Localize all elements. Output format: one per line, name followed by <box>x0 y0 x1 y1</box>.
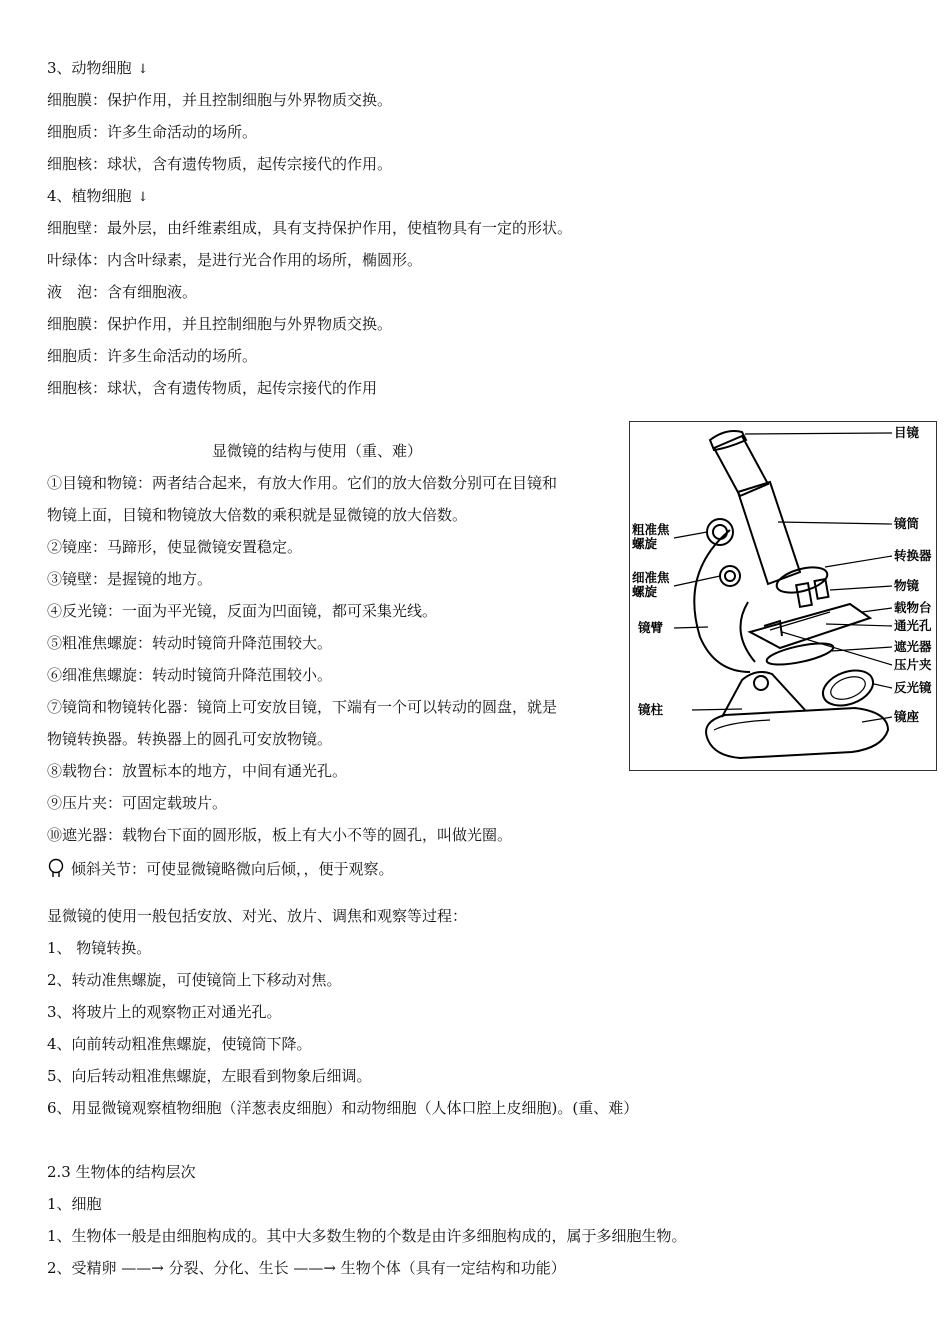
levels-subheading: 1、细胞 <box>47 1195 102 1213</box>
usage-step: 4、向前转动粗准焦螺旋，使镜筒下降。 <box>47 1035 312 1053</box>
text-line: ③镜壁：是握镜的地方。 <box>47 570 213 588</box>
text-line: 细胞膜：保护作用，并且控制细胞与外界物质交换。 <box>47 91 393 109</box>
label-fine-focus: 细准焦 <box>632 570 670 585</box>
down-arrow-icon: ↓ <box>137 190 149 205</box>
usage-step: 6、用显微镜观察植物细胞（洋葱表皮细胞）和动物细胞（人体口腔上皮细胞)。(重、难） <box>47 1099 639 1117</box>
text-line: ⑩遮光器：载物台下面的圆形版，板上有大小不等的圆孔，叫做光圈。 <box>47 826 513 844</box>
usage-step: 3、将玻片上的观察物正对通光孔。 <box>47 1003 282 1021</box>
label-eyepiece: 目镜 <box>894 425 920 440</box>
label-mirror: 反光镜 <box>894 680 932 695</box>
text-line: ⑨压片夹：可固定载玻片。 <box>47 794 228 812</box>
label-stage: 载物台 <box>894 600 932 615</box>
label-fine-focus-2: 螺旋 <box>632 584 658 599</box>
text-line: 1、生物体一般是由细胞构成的。其中大多数生物的个数是由许多细胞构成的，属于多细胞生物。 <box>47 1227 687 1245</box>
text-line: 物镜转换器。转换器上的圆孔可安放物镜。 <box>47 730 333 748</box>
text-line: 物镜上面，目镜和物镜放大倍数的乘积就是显微镜的放大倍数。 <box>47 506 468 524</box>
label-coarse-focus-2: 螺旋 <box>632 536 658 551</box>
levels-heading: 2.3 生物体的结构层次 <box>47 1163 196 1181</box>
label-tube: 镜筒 <box>894 516 920 531</box>
label-nosepiece: 转换器 <box>894 548 932 563</box>
text-line: 液 泡：含有细胞液。 <box>47 283 198 301</box>
microscope-diagram <box>629 421 937 771</box>
label-diaphragm: 遮光器 <box>894 639 932 654</box>
microscope-section-title: 显微镜的结构与使用（重、难） <box>212 442 423 460</box>
label-objective: 物镜 <box>894 578 920 593</box>
text-line: ①目镜和物镜：两者结合起来，有放大作用。它们的放大倍数分别可在目镜和 <box>47 474 558 492</box>
plant-cell-heading: 4、植物细胞 ↓ <box>47 187 149 205</box>
text-line: ④反光镜：一面为平光镜，反面为凹面镜，都可采集光线。 <box>47 602 438 620</box>
text-line: 细胞核：球状，含有遗传物质，起传宗接代的作用。 <box>47 155 393 173</box>
label-aperture: 通光孔 <box>894 618 932 633</box>
text-line: ⑦镜筒和物镜转化器：镜筒上可安放目镜，下端有一个可以转动的圆盘，就是 <box>47 698 558 716</box>
text-line: ⑧载物台：放置标本的地方，中间有通光孔。 <box>47 762 348 780</box>
label-arm: 镜臂 <box>638 620 664 635</box>
usage-intro: 显微镜的使用一般包括安放、对光、放片、调焦和观察等过程： <box>47 907 468 925</box>
usage-step: 5、向后转动粗准焦螺旋，左眼看到物象后细调。 <box>47 1067 372 1085</box>
text-line: 细胞膜：保护作用，并且控制细胞与外界物质交换。 <box>47 315 393 333</box>
label-coarse-focus: 粗准焦 <box>632 522 670 537</box>
text-line: ⑥细准焦螺旋：转动时镜筒升降范围较小。 <box>47 666 333 684</box>
text-line: 细胞壁：最外层，由纤维素组成，具有支持保护作用，使植物具有一定的形状。 <box>47 219 573 237</box>
usage-step: 2、转动准焦螺旋，可使镜筒上下移动对焦。 <box>47 971 342 989</box>
text-line: 细胞质：许多生命活动的场所。 <box>47 347 258 365</box>
animal-cell-heading: 3、动物细胞 ↓ <box>47 59 149 77</box>
label-base: 镜座 <box>894 709 920 724</box>
label-pillar: 镜柱 <box>638 702 664 717</box>
text-line: 叶绿体：内含叶绿素，是进行光合作用的场所，椭圆形。 <box>47 251 423 269</box>
tilt-joint-line: 倾斜关节：可使显微镜略微向后倾，，便于观察。 <box>47 858 394 879</box>
text-line: ⑤粗准焦螺旋：转动时镜筒升降范围较大。 <box>47 634 333 652</box>
text-line: 细胞核：球状，含有遗传物质，起传宗接代的作用 <box>47 379 378 397</box>
label-clip: 压片夹 <box>894 657 932 672</box>
text-line: ②镜座：马蹄形，使显微镜安置稳定。 <box>47 538 303 556</box>
down-arrow-icon: ↓ <box>137 62 149 77</box>
text-line: 2、受精卵 ——→ 分裂、分化、生长 ——→ 生物个体（具有一定结构和功能） <box>47 1259 566 1277</box>
numbered-circle-icon <box>47 858 67 878</box>
text-line: 细胞质：许多生命活动的场所。 <box>47 123 258 141</box>
usage-step: 1、 物镜转换。 <box>47 939 152 957</box>
